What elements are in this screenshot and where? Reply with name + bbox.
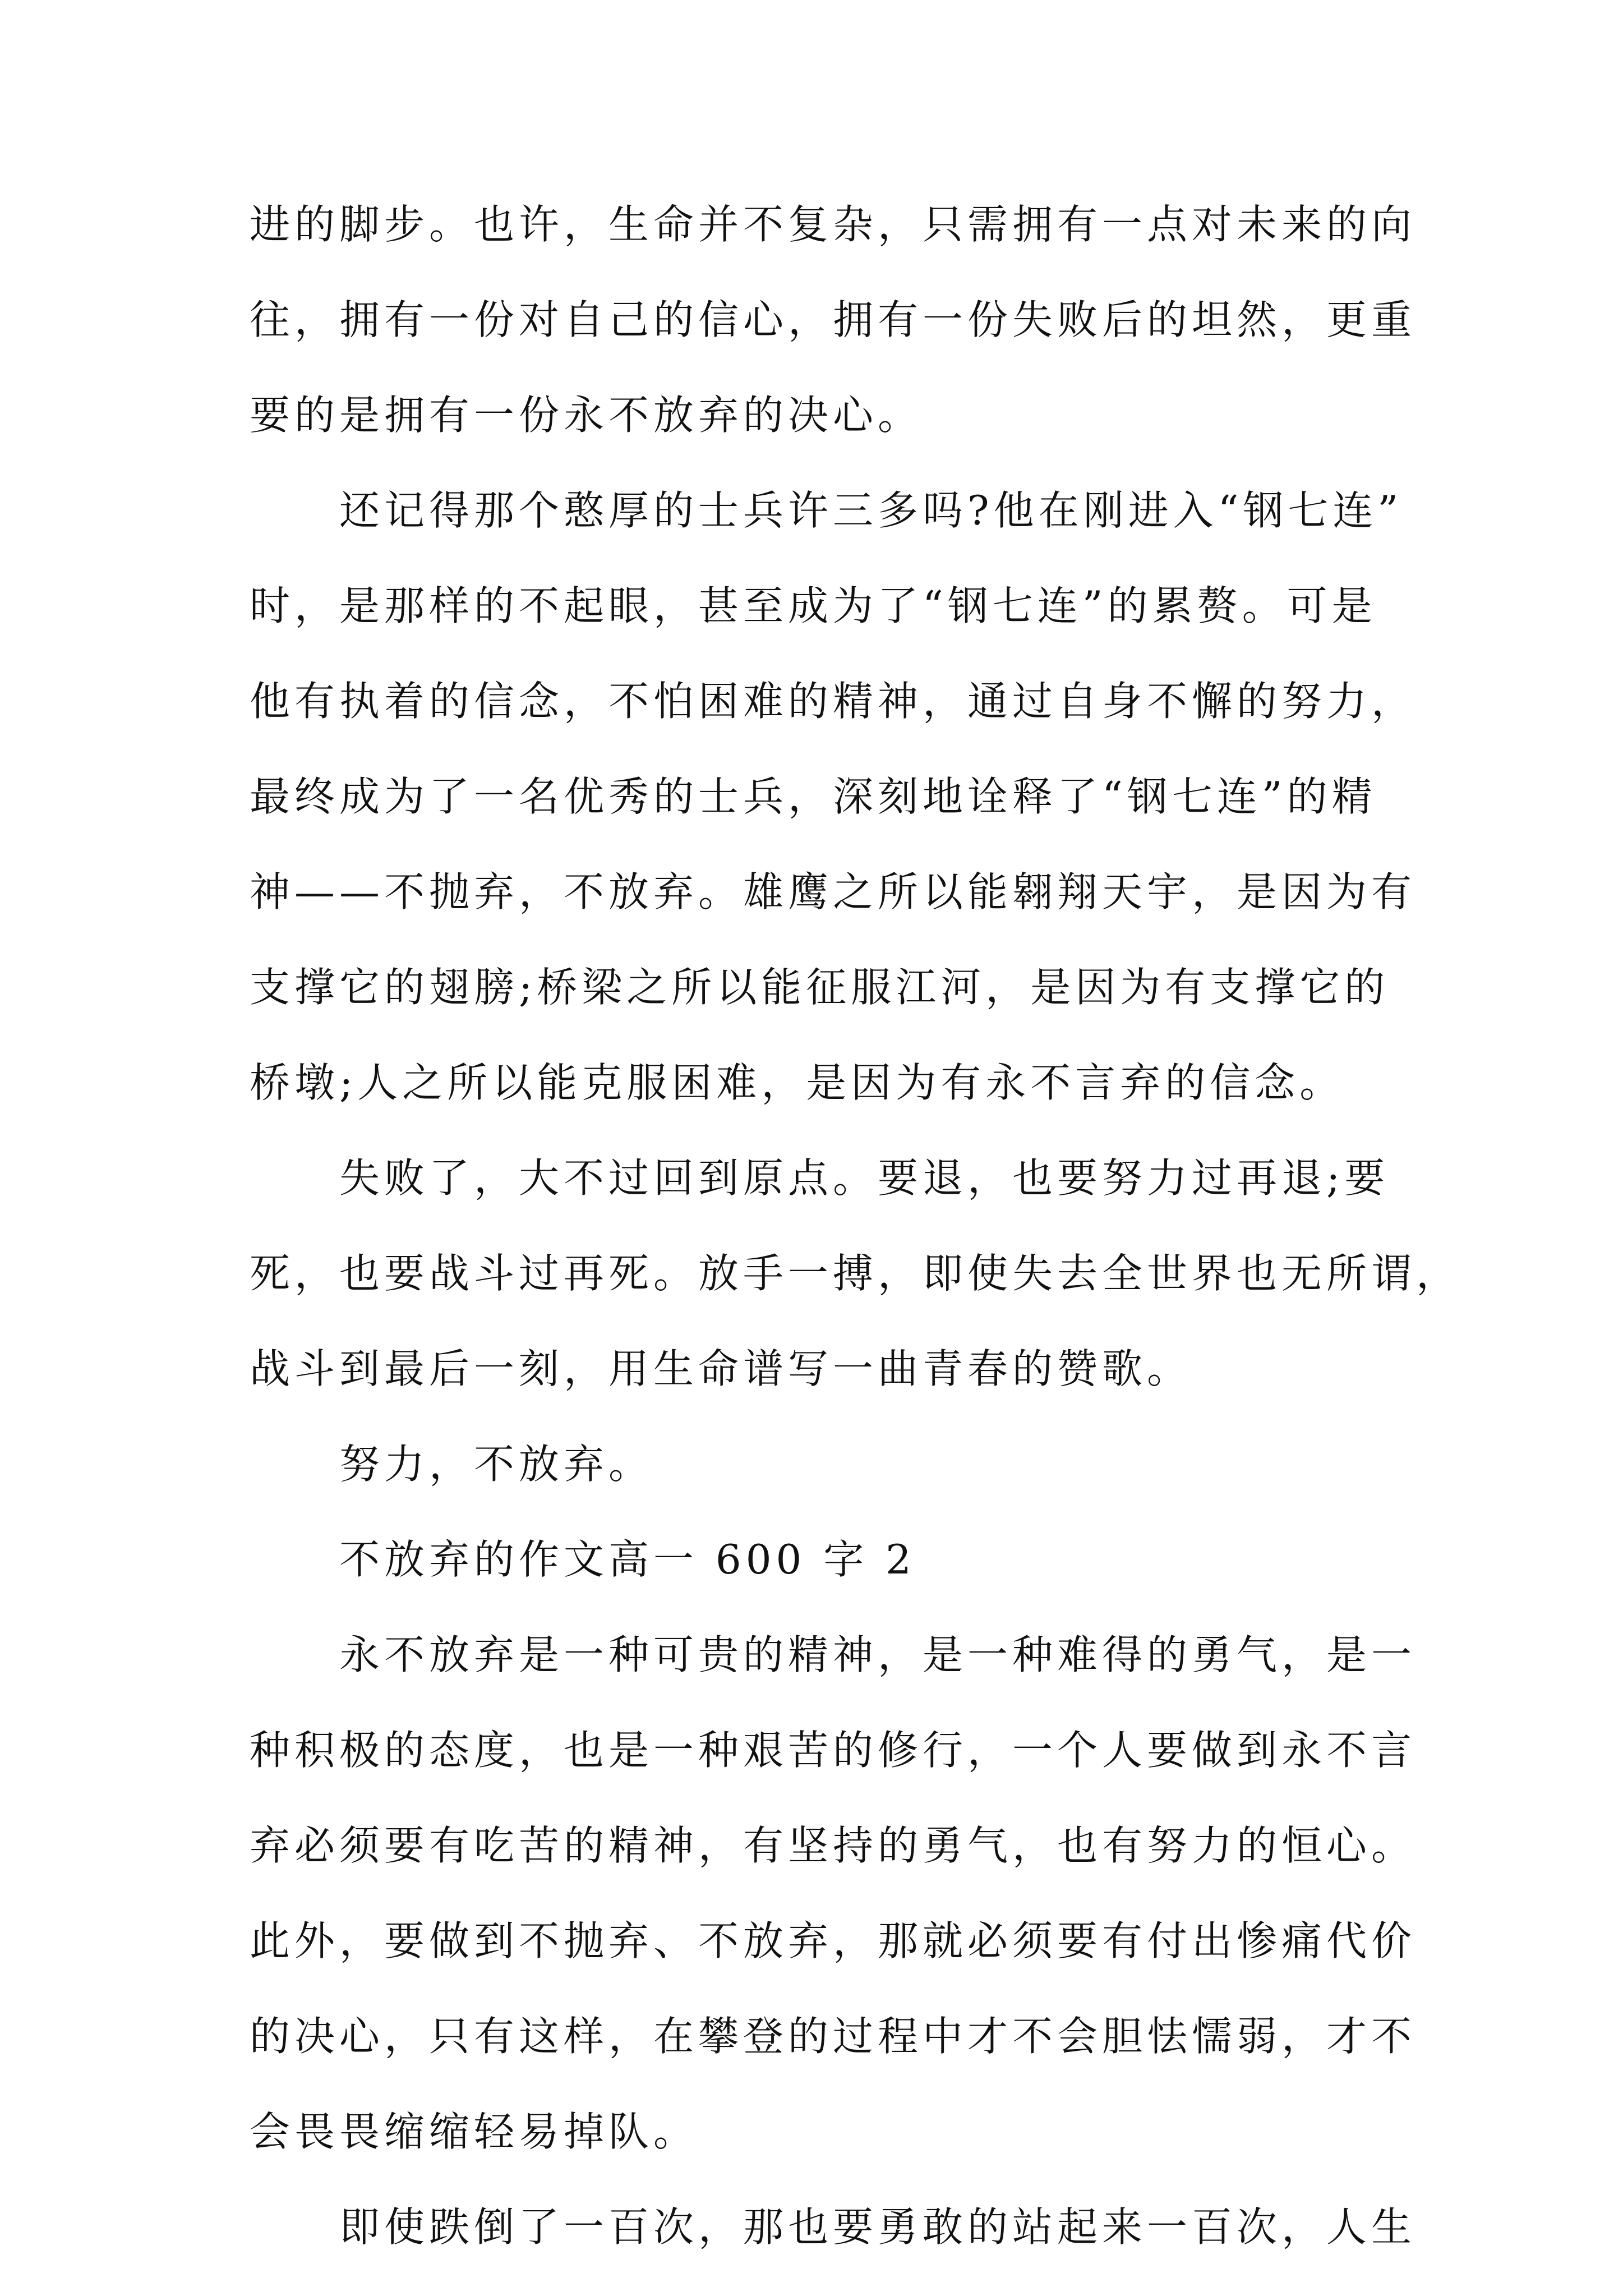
paragraph-line: 此外，要做到不抛弃、不放弃，那就必须要有付出惨痛代价 <box>250 1917 1417 1964</box>
paragraph-line: 种积极的态度，也是一种艰苦的修行，一个人要做到永不言 <box>250 1727 1417 1774</box>
paragraph-line: 支撑它的翅膀;桥梁之所以能征服江河，是因为有支撑它的 <box>250 964 1390 1011</box>
paragraph-line: 会畏畏缩缩轻易掉队。 <box>250 2108 699 2155</box>
paragraph-first-line: 即使跌倒了一百次，那也要勇敢的站起来一百次，人生 <box>339 2203 1417 2251</box>
paragraph-line: 弃必须要有吃苦的精神，有坚持的勇气，也有努力的恒心。 <box>250 1822 1417 1869</box>
paragraph-line: 死，也要战斗过再死。放手一搏，即使失去全世界也无所谓， <box>250 1250 1461 1297</box>
paragraph-line: 最终成为了一名优秀的士兵，深刻地诠释了“钢七连”的精 <box>250 773 1377 820</box>
section-heading: 不放弃的作文高一 600 字 2 <box>339 1536 916 1583</box>
paragraph-first-line: 还记得那个憨厚的士兵许三多吗?他在刚进入“钢七连” <box>339 487 1403 534</box>
paragraph-line: 战斗到最后一刻，用生命谱写一曲青春的赞歌。 <box>250 1345 1192 1392</box>
paragraph-first-line: 失败了，大不过回到原点。要退，也要努力过再退;要 <box>339 1154 1390 1202</box>
paragraph-line: 神——不抛弃，不放弃。雄鹰之所以能翱翔天宇，是因为有 <box>250 868 1417 915</box>
paragraph-line: 他有执着的信念，不怕困难的精神，通过自身不懈的努力， <box>250 678 1417 725</box>
paragraph-line: 时，是那样的不起眼，甚至成为了“钢七连”的累赘。可是 <box>250 582 1377 629</box>
paragraph-line: 桥墩;人之所以能克服困难，是因为有永不言弃的信念。 <box>250 1059 1345 1106</box>
paragraph-first-line: 努力，不放弃。 <box>339 1441 654 1488</box>
paragraph-line: 的决心，只有这样，在攀登的过程中才不会胆怯懦弱，才不 <box>250 2013 1417 2060</box>
paragraph-first-line: 永不放弃是一种可贵的精神，是一种难得的勇气，是一 <box>339 1631 1417 1678</box>
paragraph-line: 往，拥有一份对自己的信心，拥有一份失败后的坦然，更重 <box>250 296 1417 343</box>
paragraph-line: 进的脚步。也许，生命并不复杂，只需拥有一点对未来的向 <box>250 201 1417 248</box>
paragraph-line: 要的是拥有一份永不放弃的决心。 <box>250 392 923 439</box>
